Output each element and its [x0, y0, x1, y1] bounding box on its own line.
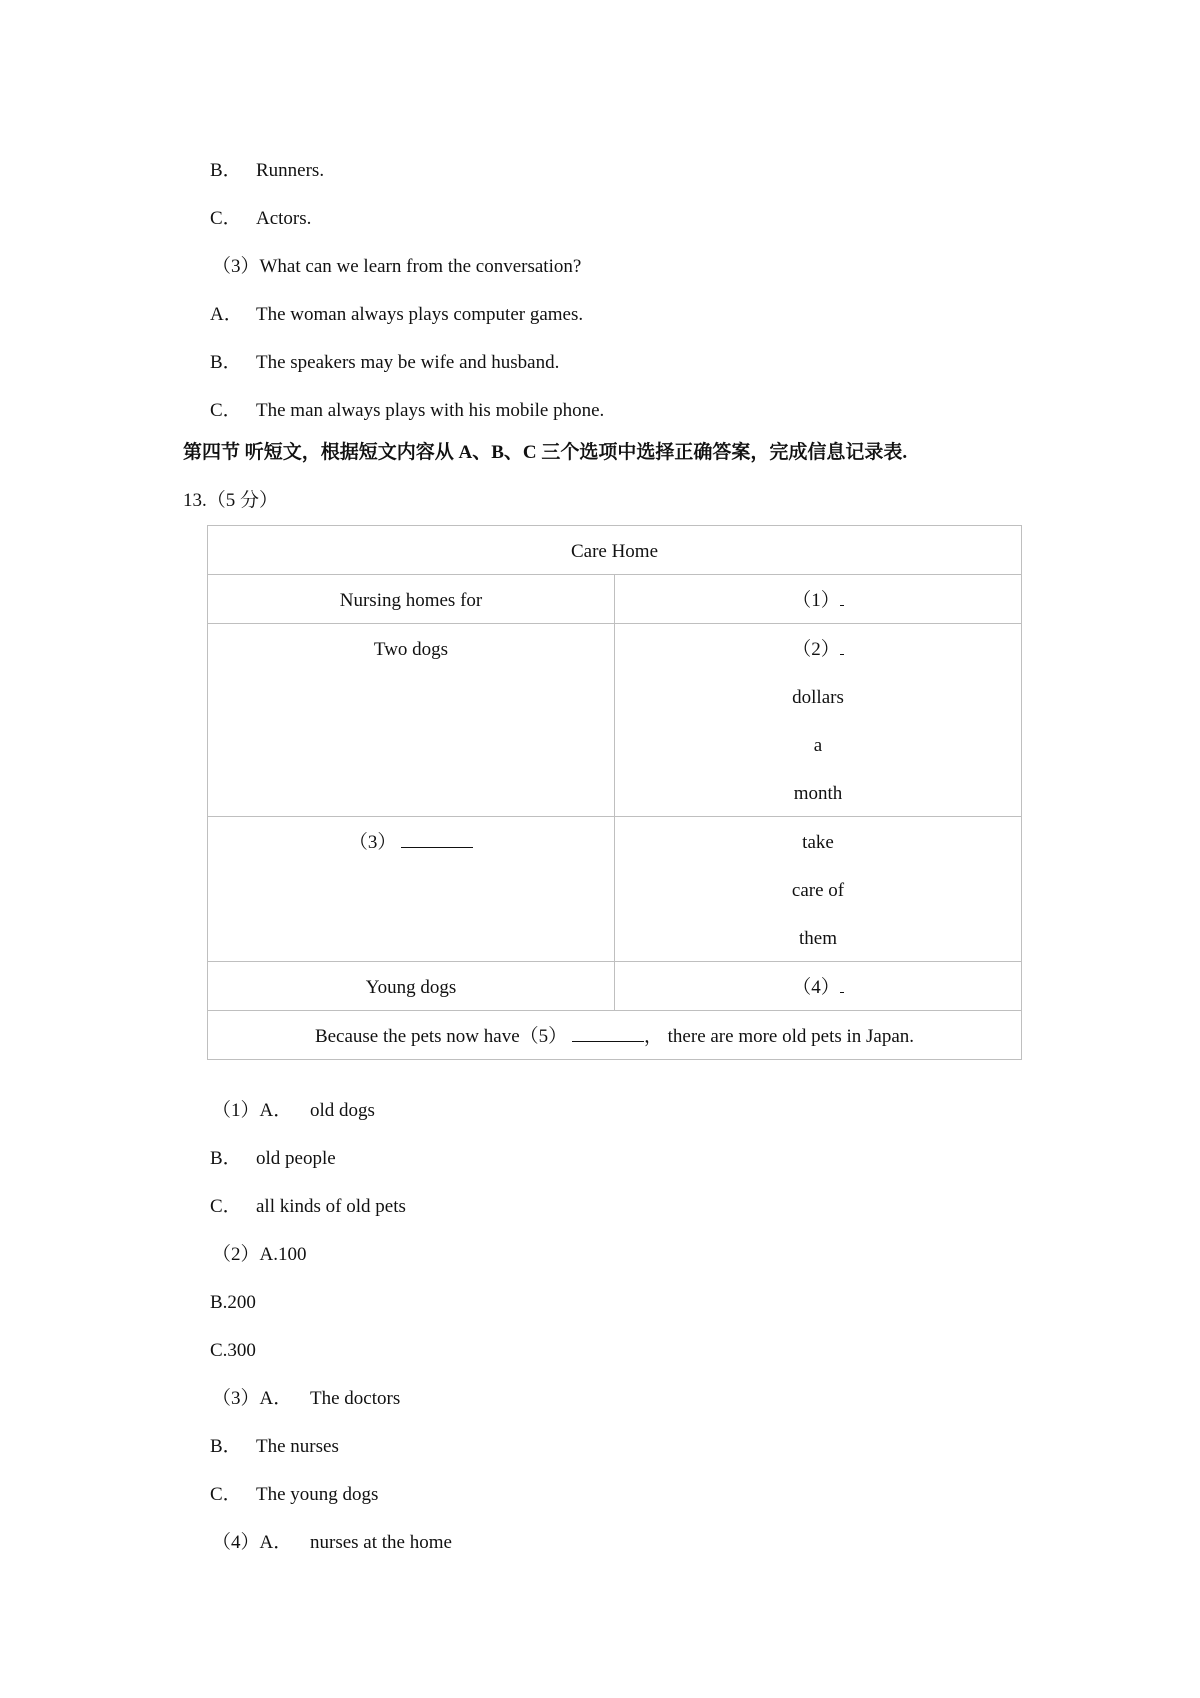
option-lead: B． [210, 1148, 242, 1169]
option-letter: A． [210, 304, 243, 325]
table-row [208, 817, 1022, 962]
answer-option [212, 1243, 306, 1267]
blank-line [840, 591, 844, 606]
option-text: Runners. [256, 160, 325, 181]
answer-option [210, 1195, 406, 1219]
cell-text: a [813, 735, 823, 756]
answer-option [212, 1387, 400, 1411]
blank-3-label: （3） [348, 832, 397, 853]
table-footer-row [208, 1011, 1022, 1060]
footer-text-after: ， there are more old pets in Japan. [643, 1026, 915, 1047]
table-row [208, 962, 1022, 1011]
option-letter: C． [210, 208, 242, 229]
table-cell [615, 817, 1022, 962]
blank-line [401, 829, 473, 848]
blank-2-label: （2） [792, 639, 840, 660]
row-label: Young dogs [365, 977, 457, 998]
option-text: old people [256, 1148, 336, 1169]
table-title-row [208, 526, 1022, 575]
table-footer-cell [208, 1011, 1022, 1060]
table-cell [208, 575, 615, 624]
answer-option [212, 1099, 375, 1123]
row-label: Nursing homes for [339, 590, 483, 611]
table-cell [208, 624, 615, 817]
table-cell [615, 575, 1022, 624]
option-c-actors [210, 207, 311, 231]
blank-3 [208, 817, 614, 865]
table-footer [208, 1011, 1021, 1059]
option-lead: B． [210, 1436, 242, 1457]
section-heading: 第四节 听短文，根据短文内容从 A、B、C 三个选项中选择正确答案，完成信息记录表. [183, 442, 908, 463]
answer-option [210, 1435, 339, 1459]
blank-1 [615, 575, 1021, 623]
answer-option [210, 1291, 256, 1315]
table-title-cell [208, 526, 1022, 575]
option-text: The speakers may be wife and husband. [256, 352, 560, 373]
table-row [208, 624, 1022, 817]
option-letter: C． [210, 400, 242, 421]
option-text: The woman always plays computer games. [256, 304, 584, 325]
table-row [208, 575, 1022, 624]
answer-option [210, 1339, 256, 1363]
answer-option [210, 1483, 378, 1507]
option-lead: （1）A． [212, 1100, 293, 1121]
option-text: The nurses [256, 1436, 339, 1457]
footer-text-before: Because the pets now have（5） [314, 1026, 568, 1047]
option-text: The man always plays with his mobile phone. [256, 400, 605, 421]
option-letter: B． [210, 352, 242, 373]
table-cell [208, 962, 615, 1011]
cell-text: care of [791, 880, 845, 901]
option-lead: （3）A． [212, 1388, 293, 1409]
option-text: The doctors [310, 1388, 401, 1409]
sub3-option-a [210, 303, 583, 327]
question-number: 13.（5 分） [183, 490, 279, 511]
sub3-option-b [210, 351, 559, 375]
blank-4-label: （4） [792, 977, 840, 998]
option-text: old dogs [310, 1100, 375, 1121]
option-lead: （2）A.100 [212, 1244, 307, 1265]
option-text: The young dogs [256, 1484, 379, 1505]
blank-5-line [572, 1023, 644, 1042]
table-title: Care Home [570, 541, 659, 562]
table-cell [208, 817, 615, 962]
row-label: Two dogs [373, 639, 449, 660]
option-lead: C． [210, 1484, 242, 1505]
sub-question-3: （3）What can we learn from the conversation? [212, 256, 582, 277]
option-letter: B． [210, 160, 242, 181]
option-lead: B.200 [210, 1292, 256, 1313]
option-lead: C． [210, 1196, 242, 1217]
blank-line [840, 640, 844, 655]
blank-1-label: （1） [792, 590, 840, 611]
option-text: nurses at the home [310, 1532, 452, 1553]
option-lead: C.300 [210, 1340, 256, 1361]
table-cell [615, 962, 1022, 1011]
cell-text: dollars [792, 687, 844, 708]
option-text: Actors. [256, 208, 312, 229]
option-text: all kinds of old pets [256, 1196, 406, 1217]
cell-text: them [799, 928, 837, 949]
info-record-table [207, 525, 1022, 1060]
option-b-runners [210, 159, 324, 183]
cell-text: take [802, 832, 834, 853]
answer-option [212, 1531, 452, 1555]
answer-option [210, 1147, 336, 1171]
blank-2 [615, 624, 1021, 672]
option-lead: （4）A． [212, 1532, 293, 1553]
blank-4 [615, 962, 1021, 1010]
blank-line [840, 978, 844, 993]
cell-text: month [793, 783, 843, 804]
sub3-option-c [210, 399, 604, 423]
table-cell [615, 624, 1022, 817]
